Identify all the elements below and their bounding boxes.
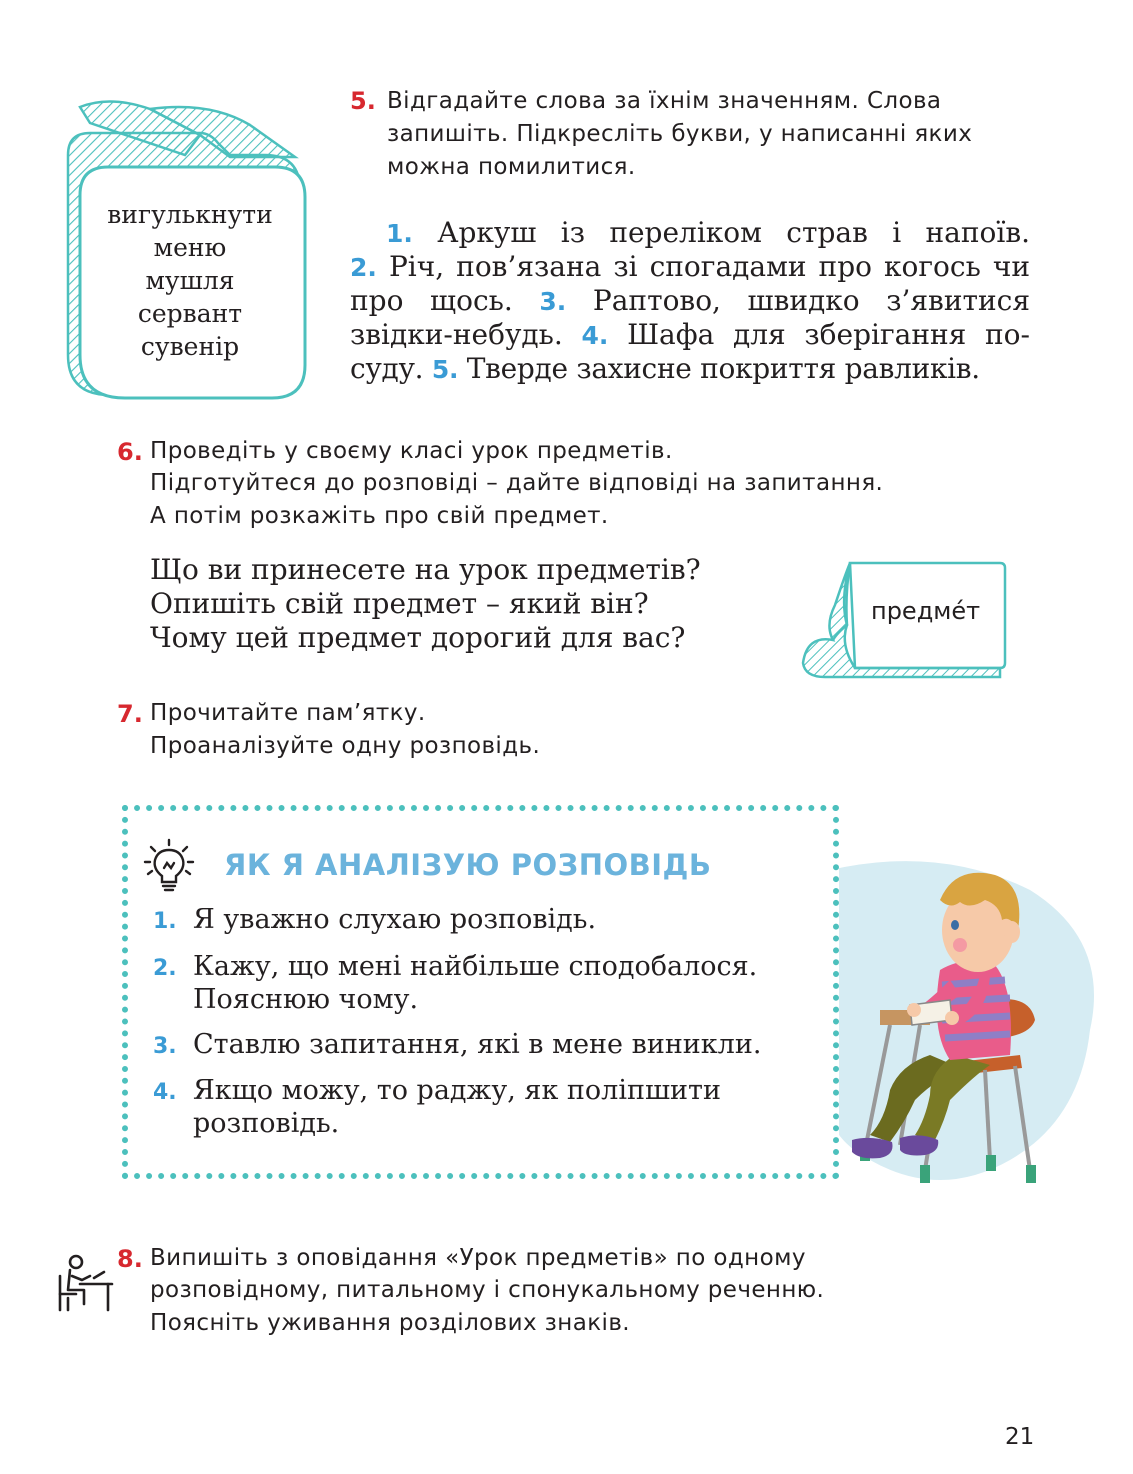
- memo-title: ЯК Я АНАЛІЗУЮ РОЗПОВІДЬ: [224, 848, 712, 882]
- riddle-text: суду.: [350, 352, 424, 385]
- word-list: [82, 198, 298, 363]
- task-5-text-line: запишіть. Підкресліть букви, у написанні яких: [387, 121, 973, 147]
- task-7-text-line: Проаналізуйте одну розповідь.: [150, 733, 541, 759]
- memo-item-line: Якщо можу, то раджу, як поліпшити: [193, 1075, 721, 1106]
- riddle-number: 2.: [350, 253, 377, 282]
- word: сервант: [137, 299, 243, 328]
- task-8-text-line: Випишіть з оповідання «Урок предметів» по одному: [150, 1245, 806, 1271]
- riddle-line: [350, 352, 980, 387]
- word: вигулькнути: [107, 200, 273, 229]
- memo-item-line: розповідь.: [193, 1108, 340, 1139]
- task-6-number: 6.: [117, 438, 143, 466]
- riddle-number: 3.: [539, 287, 567, 316]
- page-number: 21: [1005, 1424, 1035, 1450]
- task-7-number: 7.: [117, 700, 143, 728]
- task-8-text-line: Поясніть уживання розділових знаків.: [150, 1310, 630, 1336]
- word: меню: [153, 233, 227, 262]
- riddle-text: Раптово, швидко з’явитися: [592, 284, 1030, 317]
- memo-item-line: Пояснюю чому.: [193, 984, 419, 1015]
- riddle-line: [350, 318, 1030, 353]
- task-6-text-line: Проведіть у своєму класі урок предметів.: [150, 438, 673, 464]
- question-line: Чому цей предмет дорогий для вас?: [150, 621, 686, 654]
- riddle-text: про щось.: [350, 284, 513, 317]
- riddle-line: [350, 284, 1030, 319]
- riddle-text: Шафа для зберігання по-: [627, 318, 1030, 351]
- riddle-number: 5.: [431, 355, 459, 384]
- riddle-text: Тверде захисне покриття равликів.: [466, 352, 980, 385]
- word: мушля: [145, 266, 235, 295]
- question-line: Опишіть свій предмет – який він?: [150, 587, 649, 620]
- task-5-number: 5.: [350, 87, 376, 115]
- riddle-text: Річ, пов’язана зі спогадами про когось чи: [388, 250, 1031, 283]
- riddle-text: Аркуш із переліком страв і напоїв.: [437, 216, 1030, 249]
- task-7-text-line: Прочитайте пам’ятку.: [150, 700, 426, 726]
- memo-item-number: 4.: [153, 1080, 177, 1105]
- task-6-text-line: А потім розкажіть про свій предмет.: [150, 503, 609, 529]
- riddle-line: [350, 216, 1030, 251]
- riddle-number: 1.: [386, 219, 413, 248]
- task-8-number: 8.: [117, 1245, 143, 1273]
- note-word: предме́т: [871, 597, 981, 625]
- task-6-text-line: Підготуйтеся до розповіді – дайте відповіді на запитання.: [150, 470, 884, 496]
- memo-item-line: Я уважно слухаю розповідь.: [193, 904, 597, 935]
- memo-item-line: Кажу, що мені найбільше сподобалося.: [193, 951, 758, 982]
- task-8-text-line: розповідному, питальному і спонукальному реченню.: [150, 1277, 825, 1303]
- memo-item-number: 1.: [153, 909, 177, 934]
- memo-item-number: 3.: [153, 1034, 177, 1059]
- riddle-number: 4.: [581, 321, 609, 350]
- memo-item-line: Ставлю запитання, які в мене виникли.: [193, 1029, 762, 1060]
- riddle-text: звідки-небудь.: [350, 318, 563, 351]
- writing-at-desk-icon: [54, 1254, 116, 1314]
- task-5-text-line: можна помилитися.: [387, 154, 636, 180]
- memo-item-number: 2.: [153, 956, 177, 981]
- word: сувенір: [140, 332, 240, 361]
- riddle-line: [350, 250, 1030, 285]
- question-line: Що ви принесете на урок предметів?: [150, 553, 701, 586]
- task-5-text-line: Відгадайте слова за їхнім значенням. Слова: [387, 88, 942, 114]
- lightbulb-icon: [143, 838, 195, 894]
